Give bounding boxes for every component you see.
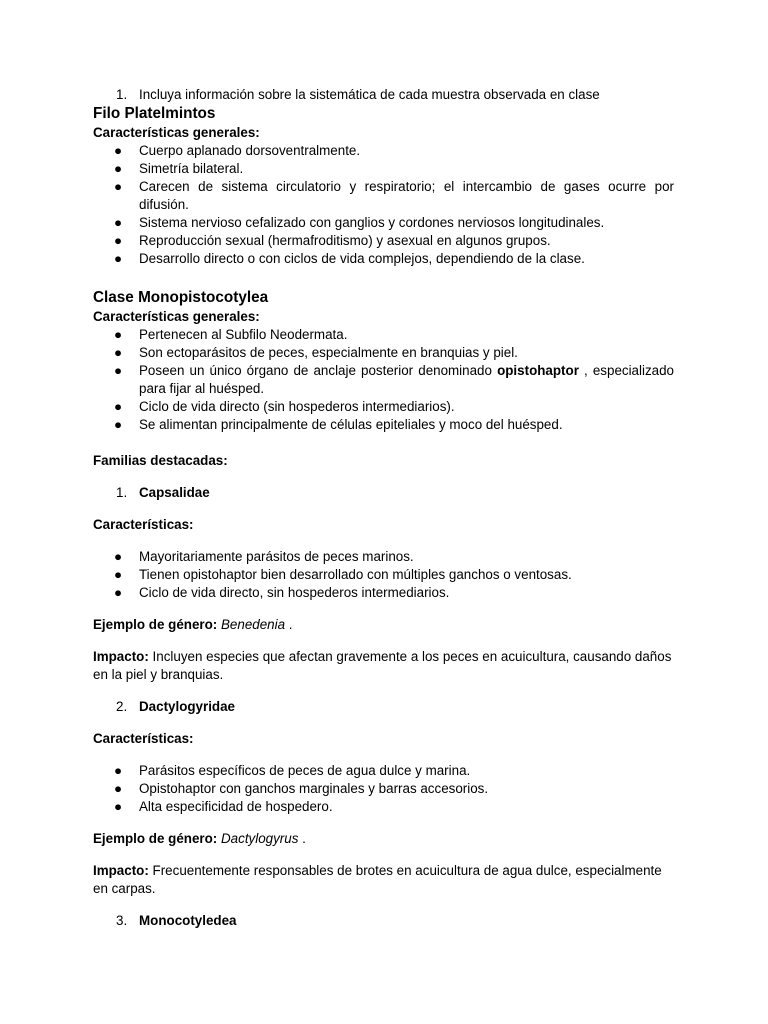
list-number: 3. <box>116 913 128 928</box>
class-subheading: Características generales: <box>93 309 260 324</box>
bullet-icon: ● <box>114 143 123 158</box>
spacer <box>93 684 674 698</box>
family-bullet: ● Tienen opistohaptor bien desarrollado con múltiples ganchos o ventosas. <box>114 567 572 582</box>
class-bullet: ● Poseen un único órgano de anclaje posterior denominado opistohaptor , especializado para fijar al huésped. <box>114 363 674 396</box>
spacer <box>93 716 674 730</box>
phylum-bullet: ● Cuerpo aplanado dorsoventralmente. <box>114 143 361 158</box>
characteristics-label: Características: <box>93 517 194 532</box>
bullet-icon: ● <box>114 549 123 564</box>
opistohaptor-term: opistohaptor <box>497 363 579 378</box>
family-name: Dactylogyridae <box>139 699 236 714</box>
document-page <box>93 86 674 930</box>
class-bullet: ● Pertenecen al Subfilo Neodermata. <box>114 327 348 342</box>
bullet-icon: ● <box>114 585 123 600</box>
list-number: 2. <box>116 699 128 714</box>
family-bullet: ● Mayoritariamente parásitos de peces marinos. <box>114 549 414 564</box>
spacer <box>93 748 674 762</box>
bullet-icon: ● <box>114 251 123 266</box>
characteristics-label: Características: <box>93 731 194 746</box>
family-bullet: ● Ciclo de vida directo, sin hospederos intermediarios. <box>114 585 450 600</box>
bullet-icon: ● <box>114 215 123 230</box>
bullet-icon: ● <box>114 567 123 582</box>
list-number: 1. <box>116 87 128 102</box>
bullet-icon: ● <box>114 233 123 248</box>
family-item-monocotyledea <box>93 912 674 930</box>
family-name: Monocotyledea <box>139 913 237 928</box>
class-heading: Clase Monopistocotylea <box>93 289 269 306</box>
spacer <box>93 470 674 484</box>
genus-name: Benedenia <box>221 617 286 632</box>
bullet-icon: ● <box>114 327 123 342</box>
spacer <box>93 898 674 912</box>
spacer <box>93 268 674 288</box>
list-number: 1. <box>116 485 128 500</box>
phylum-bullet: ● Desarrollo directo o con ciclos de vida complejos, dependiendo de la clase. <box>114 251 585 266</box>
families-heading: Familias destacadas: <box>93 453 228 468</box>
family-bullet: ● Parásitos específicos de peces de agua dulce y marina. <box>114 763 471 778</box>
bullet-icon: ● <box>114 345 123 360</box>
impact-paragraph: Impacto: Frecuentemente responsables de brotes en acuicultura de agua dulce, especialmente en carpas. <box>93 863 662 896</box>
phylum-heading: Filo Platelmintos <box>93 105 216 122</box>
genus-name: Dactylogyrus <box>221 831 299 846</box>
class-bullet: ● Ciclo de vida directo (sin hospederos intermediarios). <box>114 399 455 414</box>
bullet-icon: ● <box>114 179 123 194</box>
bullet-icon: ● <box>114 399 123 414</box>
phylum-bullet: ● Reproducción sexual (hermafroditismo) y asexual en algunos grupos. <box>114 233 551 248</box>
family-item-capsalidae <box>93 484 674 502</box>
impact-paragraph: Impacto: Incluyen especies que afectan gravemente a los peces en acuicultura, causando daños en la piel y branquias. <box>93 649 672 682</box>
bullet-icon: ● <box>114 799 123 814</box>
genus-example: Ejemplo de género: Dactylogyrus . <box>93 831 306 846</box>
intro-list-item <box>93 86 674 104</box>
bullet-icon: ● <box>114 781 123 796</box>
spacer <box>93 848 674 862</box>
spacer <box>93 502 674 516</box>
genus-example: Ejemplo de género: Benedenia . <box>93 617 293 632</box>
family-bullet: ● Opistohaptor con ganchos marginales y barras accesorios. <box>114 781 489 796</box>
spacer <box>93 816 674 830</box>
family-name: Capsalidae <box>139 485 210 500</box>
spacer <box>93 634 674 648</box>
spacer <box>93 602 674 616</box>
class-bullet: ● Son ectoparásitos de peces, especialmente en branquias y piel. <box>114 345 518 360</box>
spacer <box>93 534 674 548</box>
phylum-bullet: ● Simetría bilateral. <box>114 161 244 176</box>
bullet-icon: ● <box>114 363 123 378</box>
spacer <box>93 434 674 452</box>
intro-text: Incluya información sobre la sistemática de cada muestra observada en clase <box>139 87 600 102</box>
family-bullet: ● Alta especificidad de hospedero. <box>114 799 333 814</box>
bullet-icon: ● <box>114 763 123 778</box>
bullet-icon: ● <box>114 161 123 176</box>
class-bullet: ● Se alimentan principalmente de células epiteliales y moco del huésped. <box>114 417 563 432</box>
phylum-bullet: ● Sistema nervioso cefalizado con ganglios y cordones nerviosos longitudinales. <box>114 215 605 230</box>
phylum-subheading: Características generales: <box>93 125 260 140</box>
family-item-dactylogyridae <box>93 698 674 716</box>
bullet-icon: ● <box>114 417 123 432</box>
phylum-bullet: ● Carecen de sistema circulatorio y respiratorio; el intercambio de gases ocurre por difusión. <box>114 179 674 212</box>
